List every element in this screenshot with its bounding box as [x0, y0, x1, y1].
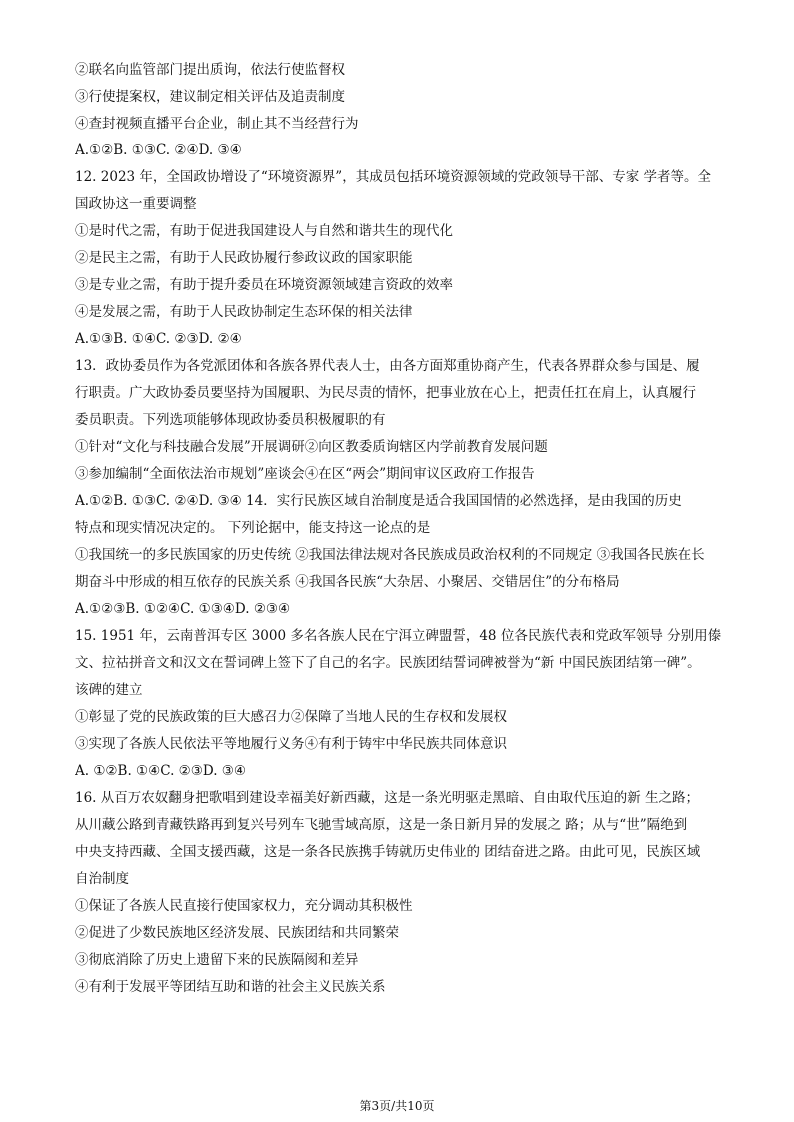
text-line: ③行使提案权，建议制定相关评估及追责制度	[75, 89, 345, 105]
text-line: 期奋斗中形成的相互依存的民族关系 ④我国各民族“大杂居、小聚居、交错居住”的分布格局	[75, 574, 620, 590]
text-line: ①针对“文化与科技融合发展”开展调研②向区教委质询辖区内学前教育发展问题	[75, 439, 548, 455]
text-line: ④有利于发展平等团结互助和谐的社会主义民族关系	[75, 979, 386, 995]
answer-options: A. ①②B. ①④C. ②③D. ③④	[75, 763, 247, 779]
text-line: ②联名向监管部门提出质询，依法行使监督权	[75, 62, 345, 78]
text-line: ④是发展之需，有助于人民政协制定生态环保的相关法律	[75, 304, 413, 320]
answer-options: A.①②③B. ①②④C. ①③④D. ②③④	[75, 601, 291, 617]
text-line: 国政协这一重要调整	[75, 196, 197, 212]
text-line: 从川藏公路到青藏铁路再到复兴号列车飞驰雪域高原，这是一条日新月异的发展之 路；从与“世”隔绝到	[75, 817, 688, 833]
text-line: 自治制度	[75, 871, 129, 887]
text-line: ①是时代之需，有助于促进我国建设人与自然和谐共生的现代化	[75, 223, 453, 239]
text-line: ①保证了各族人民直接行使国家权力，充分调动其积极性	[75, 898, 413, 914]
question-16: 16. 从百万农奴翻身把歌唱到建设幸福美好新西藏，这是一条光明驱走黑暗、自由取代压迫的新 生之路；	[75, 790, 700, 806]
text-line: ②是民主之需，有助于人民政协履行参政议政的国家职能	[75, 250, 413, 266]
answer-options: A.①②B. ①③C. ②④D. ③④	[75, 142, 242, 158]
text-line: 行职责。广大政协委员要坚持为国履职、为民尽责的情怀，把事业放在心上，把责任扛在肩上，认真履行	[75, 385, 696, 401]
text-line: 文、拉祜拼音文和汉文在誓词碑上签下了自己的名字。民族团结誓词碑被誉为“新 中国民族团结第一碑”。	[75, 655, 701, 671]
text-line: 特点和现实情况决定的。 下列论据中，能支持这一论点的是	[75, 520, 431, 536]
text-line: 中央支持西藏、全国支援西藏，这是一条各民族携手铸就历史伟业的 团结奋进之路。由此可见，民族区域	[75, 844, 701, 860]
question-12: 12. 2023 年，全国政协增设了“环境资源界”，其成员包括环境资源领域的党政领导干部、专家 学者等。全	[75, 169, 712, 185]
text-line: ②促进了少数民族地区经济发展、民族团结和共同繁荣	[75, 925, 399, 941]
text-line: ③是专业之需，有助于提升委员在环境资源领域建言资政的效率	[75, 277, 453, 293]
text-line: ③实现了各族人民依法平等地履行义务④有利于铸牢中华民族共同体意识	[75, 736, 507, 752]
text-line: ③彻底消除了历史上遗留下来的民族隔阂和差异	[75, 952, 359, 968]
answer-options: A.①③B. ①④C. ②③D. ②④	[75, 331, 242, 347]
text-line: ①我国统一的多民族国家的历史传统 ②我国法律法规对各民族成员政治权利的不同规定 ③我国各民族在长	[75, 547, 705, 563]
text-line: ④查封视频直播平台企业，制止其不当经营行为	[75, 116, 359, 132]
text-line: 委员职责。下列选项能够体现政协委员积极履职的有	[75, 412, 386, 428]
text-line: ③参加编制“全面依法治市规划”座谈会④在区“两会”期间审议区政府工作报告	[75, 466, 535, 482]
question-14: A.①②B. ①③C. ②④D. ③④ 14．实行民族区域自治制度是适合我国国情的必然选择，是由我国的历史	[75, 493, 682, 509]
question-13: 13．政协委员作为各党派团体和各族各界代表人士，由各方面郑重协商产生，代表各界群众参与国是、履	[75, 358, 700, 374]
text-line: 该碑的建立	[75, 682, 143, 698]
text-line: ①彰显了党的民族政策的巨大感召力②保障了当地人民的生存权和发展权	[75, 709, 507, 725]
question-15: 15. 1951 年，云南普洱专区 3000 多名各族人民在宁洱立碑盟誓，48 位各民族代表和党政军领导 分别用傣	[75, 628, 722, 644]
page-number: 第3页/共10页	[359, 1099, 435, 1113]
